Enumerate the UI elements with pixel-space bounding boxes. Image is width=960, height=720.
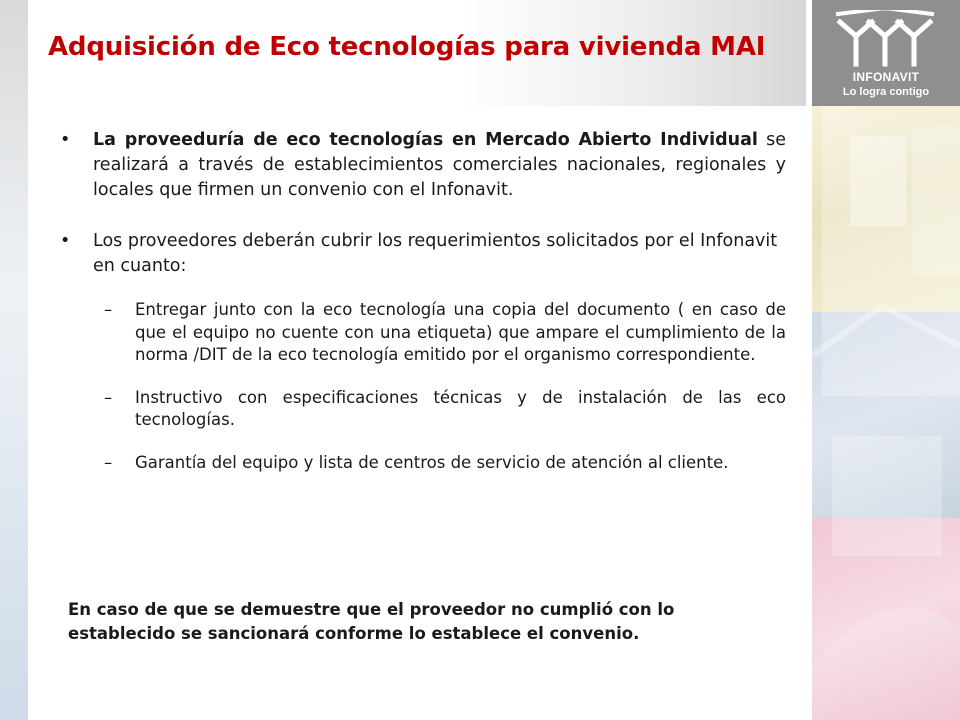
bullet-marker: • [60,231,71,251]
sub-bullet-marker: – [104,452,113,472]
left-gradient-strip [0,0,28,720]
sub-bullet-marker: – [104,300,113,319]
bullet-bold-text: La proveeduría de eco tecnologías en Mercado Abierto Individual [93,130,758,150]
logo-name: INFONAVIT [852,70,920,84]
house-photo-overlay [812,106,960,720]
sub-bullet-item [104,299,786,367]
closing-statement: En caso de que se demuestre que el proveedor no cumplió con lo establecido se sancionará conforme lo establece el convenio. [68,600,675,643]
sub-bullet-text: Instructivo con especificaciones técnicas y de instalación de las eco tecnologías. [135,387,786,429]
decorative-photo-column [812,0,960,720]
sub-bullet-marker: – [104,387,113,407]
sub-bullet-text: Entregar junto con la eco tecnología una copia del documento ( en caso de que el equipo no cuente con una etiqueta) que ampare el cumplimiento de la norma /DIT de la eco tecnología emitido por el organismo correspondiente. [135,300,786,364]
infonavit-house-logo-icon [834,10,936,68]
bullet-marker: • [60,130,71,150]
bullet-item [60,229,786,279]
slide-body [60,128,786,494]
sub-bullet-text: Garantía del equipo y lista de centros de servicio de atención al cliente. [135,452,729,472]
bullet-text: Los proveedores deberán cubrir los requerimientos solicitados por el Infonavit en cuanto: [93,231,778,276]
slide-title: Adquisición de Eco tecnologías para vivienda MAI [48,32,766,62]
logo-tagline: Lo logra contigo [842,86,930,98]
bullet-item [60,128,786,203]
sub-bullet-item [104,452,786,475]
bullet-text: se realizará a través de establecimientos comerciales nacionales, regionales y locales que firmen un convenio con el Infonavit. [93,130,786,200]
infonavit-logo-box [812,0,960,106]
sub-bullet-item [104,387,786,432]
